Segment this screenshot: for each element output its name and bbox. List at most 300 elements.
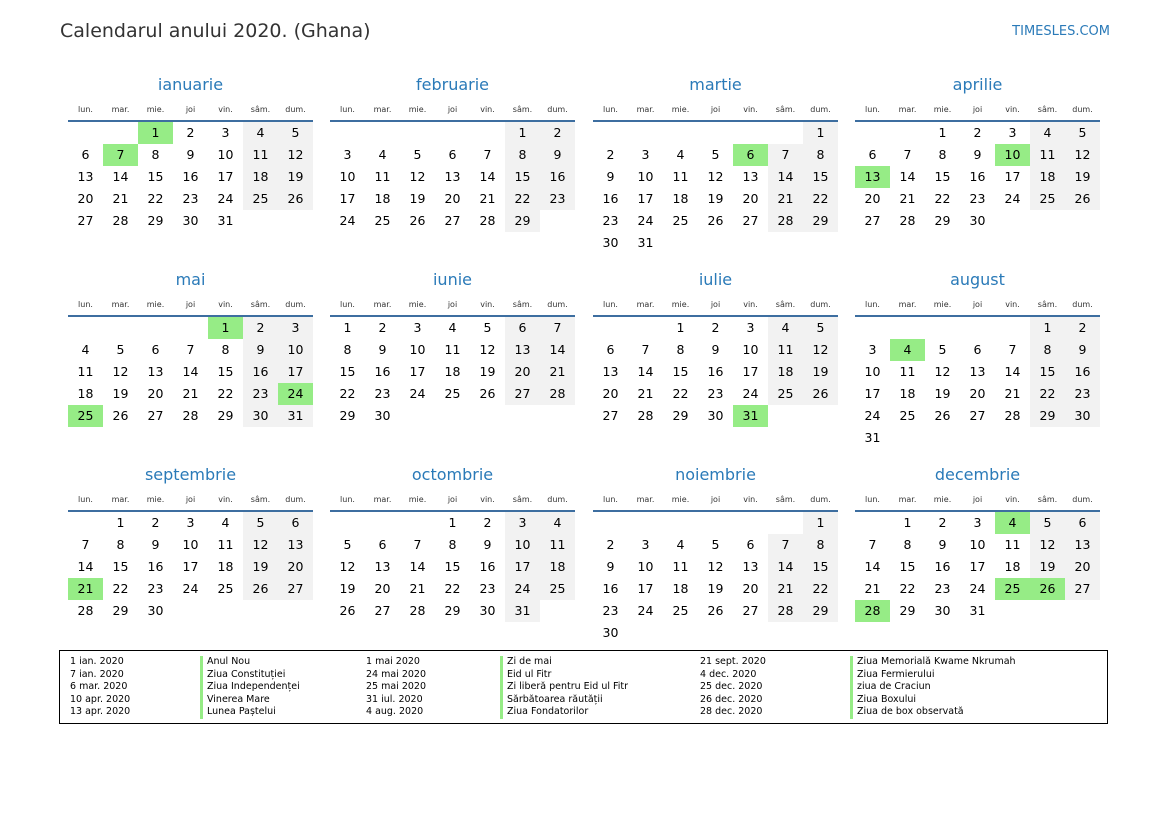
- day-cell: 7: [903, 147, 912, 162]
- day-cell: 21: [768, 578, 803, 600]
- weekday-label: joi: [447, 300, 458, 309]
- day-cell: 24: [969, 581, 986, 596]
- empty-cell: [855, 512, 890, 534]
- day-cell: 13: [77, 169, 94, 184]
- day-cell: 15: [934, 169, 951, 184]
- day-cell: 5: [243, 512, 278, 534]
- day-cell: 10: [409, 342, 426, 357]
- day-cell: 16: [602, 581, 619, 596]
- day-cell: 26: [243, 578, 278, 600]
- legend-holiday-name: Ziua Fermierului: [850, 669, 1016, 682]
- day-cell: 2: [483, 515, 492, 530]
- day-cell: 23: [1065, 383, 1100, 405]
- holiday-day-cell: 1: [138, 122, 173, 144]
- day-cell: 25: [540, 578, 575, 600]
- day-cell: 12: [934, 364, 951, 379]
- day-cell: 8: [803, 144, 838, 166]
- weekday-label: sâm.: [512, 495, 533, 504]
- day-cell: 22: [444, 581, 461, 596]
- weekday-label: mar.: [898, 495, 917, 504]
- day-cell: 7: [540, 317, 575, 339]
- day-cell: 5: [1065, 122, 1100, 144]
- day-cell: 16: [182, 169, 199, 184]
- day-cell: 8: [938, 147, 947, 162]
- day-cell: 2: [186, 125, 195, 140]
- day-cell: 6: [505, 317, 540, 339]
- day-cell: 29: [803, 600, 838, 622]
- day-cell: 4: [540, 512, 575, 534]
- legend-dates-col-2: [366, 656, 426, 719]
- legend-date: 28 dec. 2020: [700, 706, 763, 718]
- day-cell: 13: [602, 364, 619, 379]
- day-cell: 2: [606, 147, 615, 162]
- day-cell: 27: [147, 408, 164, 423]
- day-cell: 19: [278, 166, 313, 188]
- day-cell: 19: [1030, 556, 1065, 578]
- day-cell: 2: [243, 317, 278, 339]
- empty-cell: [103, 317, 138, 339]
- day-cell: 27: [278, 578, 313, 600]
- day-cell: 14: [77, 559, 94, 574]
- day-cell: 10: [969, 537, 986, 552]
- day-cell: 18: [77, 386, 94, 401]
- weekday-label: vin.: [480, 105, 495, 114]
- weekday-label: mie.: [933, 105, 952, 114]
- weekday-label: mar.: [111, 105, 130, 114]
- empty-cell: [995, 317, 1030, 339]
- days-grid: [68, 512, 313, 622]
- day-cell: 30: [182, 213, 199, 228]
- day-cell: 7: [186, 342, 195, 357]
- day-cell: 3: [278, 317, 313, 339]
- day-cell: 7: [81, 537, 90, 552]
- weekday-label: mie.: [671, 300, 690, 309]
- day-cell: 5: [483, 320, 492, 335]
- weekday-label: mie.: [671, 495, 690, 504]
- empty-cell: [435, 122, 470, 144]
- weekday-label: vin.: [743, 105, 758, 114]
- day-cell: 23: [707, 386, 724, 401]
- day-cell: 1: [1030, 317, 1065, 339]
- legend-holiday-name: Ziua Fondatorilor: [500, 706, 628, 719]
- weekday-label: joi: [972, 300, 983, 309]
- day-cell: 14: [864, 559, 881, 574]
- day-cell: 30: [374, 408, 391, 423]
- day-cell: 20: [969, 386, 986, 401]
- weekday-label: sâm.: [775, 300, 796, 309]
- day-cell: 15: [505, 166, 540, 188]
- day-cell: 16: [707, 364, 724, 379]
- day-cell: 5: [711, 537, 720, 552]
- empty-cell: [68, 512, 103, 534]
- day-cell: 9: [540, 144, 575, 166]
- day-cell: 29: [112, 603, 129, 618]
- day-cell: 20: [1065, 556, 1100, 578]
- day-cell: 11: [899, 364, 916, 379]
- legend-names-col-3: [850, 656, 1016, 719]
- day-cell: 17: [217, 169, 234, 184]
- day-cell: 28: [768, 210, 803, 232]
- day-cell: 16: [147, 559, 164, 574]
- day-cell: 19: [1065, 166, 1100, 188]
- month-iunie: [330, 265, 575, 427]
- brand-link[interactable]: TIMESLES.COM: [1012, 24, 1110, 39]
- legend-holiday-name: Ziua de box observată: [850, 706, 1016, 719]
- day-cell: 15: [803, 556, 838, 578]
- day-cell: 13: [742, 169, 759, 184]
- weekday-header: [593, 100, 838, 122]
- legend-date: 7 ian. 2020: [70, 668, 124, 680]
- month-name: martie: [689, 75, 742, 94]
- holiday-day-cell: 28: [855, 600, 890, 622]
- day-cell: 27: [742, 213, 759, 228]
- day-cell: 3: [746, 320, 755, 335]
- day-cell: 9: [973, 147, 982, 162]
- weekday-label: mar.: [636, 300, 655, 309]
- day-cell: 12: [1065, 144, 1100, 166]
- day-cell: 18: [672, 581, 689, 596]
- weekday-label: dum.: [547, 495, 568, 504]
- day-cell: 6: [151, 342, 160, 357]
- day-cell: 9: [483, 537, 492, 552]
- day-cell: 9: [711, 342, 720, 357]
- day-cell: 9: [938, 537, 947, 552]
- day-cell: 12: [409, 169, 426, 184]
- weekday-label: lun.: [603, 105, 618, 114]
- day-cell: 20: [444, 191, 461, 206]
- weekday-label: joi: [710, 105, 721, 114]
- month-name: august: [950, 270, 1005, 289]
- day-cell: 8: [505, 144, 540, 166]
- day-cell: 21: [540, 361, 575, 383]
- legend-date: 13 apr. 2020: [70, 706, 131, 718]
- day-cell: 27: [77, 213, 94, 228]
- weekday-label: lun.: [340, 495, 355, 504]
- weekday-label: lun.: [78, 495, 93, 504]
- day-cell: 17: [505, 556, 540, 578]
- weekday-label: vin.: [1005, 105, 1020, 114]
- month-name: decembrie: [934, 465, 1021, 484]
- day-cell: 1: [938, 125, 947, 140]
- day-cell: 7: [868, 537, 877, 552]
- day-cell: 19: [112, 386, 129, 401]
- day-cell: 30: [147, 603, 164, 618]
- weekday-label: lun.: [340, 300, 355, 309]
- weekday-label: lun.: [78, 300, 93, 309]
- weekday-label: mie.: [671, 105, 690, 114]
- legend-holiday-name: Anul Nou: [200, 656, 300, 669]
- day-cell: 5: [1030, 512, 1065, 534]
- day-cell: 1: [448, 515, 457, 530]
- day-cell: 16: [243, 361, 278, 383]
- weekday-label: joi: [710, 495, 721, 504]
- legend-holiday-name: Ziua Constituției: [200, 669, 300, 682]
- month-octombrie: [330, 460, 575, 622]
- weekday-label: mar.: [898, 300, 917, 309]
- weekday-label: sâm.: [1037, 300, 1058, 309]
- day-cell: 29: [1030, 405, 1065, 427]
- day-cell: 18: [899, 386, 916, 401]
- day-cell: 12: [707, 169, 724, 184]
- holiday-day-cell: 6: [733, 144, 768, 166]
- day-cell: 25: [374, 213, 391, 228]
- day-cell: 24: [409, 386, 426, 401]
- day-cell: 30: [602, 235, 619, 250]
- day-cell: 10: [217, 147, 234, 162]
- day-cell: 22: [112, 581, 129, 596]
- day-cell: 3: [1008, 125, 1017, 140]
- day-cell: 29: [339, 408, 356, 423]
- month-name: octombrie: [411, 465, 494, 484]
- day-cell: 26: [479, 386, 496, 401]
- month-name: noiembrie: [675, 465, 756, 484]
- weekday-label: dum.: [810, 495, 831, 504]
- day-cell: 21: [409, 581, 426, 596]
- weekday-label: sâm.: [775, 495, 796, 504]
- day-cell: 18: [243, 166, 278, 188]
- day-cell: 26: [803, 383, 838, 405]
- day-cell: 18: [540, 556, 575, 578]
- weekday-label: dum.: [285, 105, 306, 114]
- empty-cell: [365, 512, 400, 534]
- day-cell: 17: [637, 191, 654, 206]
- day-cell: 30: [1065, 405, 1100, 427]
- day-cell: 22: [803, 188, 838, 210]
- month-name: ianuarie: [157, 75, 224, 94]
- day-cell: 7: [413, 537, 422, 552]
- weekday-label: lun.: [603, 300, 618, 309]
- days-grid: [330, 512, 575, 622]
- empty-cell: [628, 317, 663, 339]
- day-cell: 4: [676, 147, 685, 162]
- day-cell: 28: [409, 603, 426, 618]
- day-cell: 29: [217, 408, 234, 423]
- day-cell: 31: [969, 603, 986, 618]
- empty-cell: [470, 122, 505, 144]
- day-cell: 4: [676, 537, 685, 552]
- day-cell: 19: [339, 581, 356, 596]
- weekday-label: mar.: [111, 495, 130, 504]
- day-cell: 12: [112, 364, 129, 379]
- day-cell: 8: [343, 342, 352, 357]
- empty-cell: [593, 122, 628, 144]
- day-cell: 14: [409, 559, 426, 574]
- day-cell: 16: [540, 166, 575, 188]
- legend-date: 1 ian. 2020: [70, 656, 124, 667]
- weekday-label: mie.: [146, 495, 165, 504]
- weekday-label: sâm.: [775, 105, 796, 114]
- weekday-label: vin.: [480, 495, 495, 504]
- days-grid: [68, 122, 313, 232]
- weekday-label: mar.: [373, 300, 392, 309]
- day-cell: 4: [768, 317, 803, 339]
- day-cell: 28: [768, 600, 803, 622]
- day-cell: 22: [672, 386, 689, 401]
- day-cell: 20: [864, 191, 881, 206]
- day-cell: 12: [707, 559, 724, 574]
- month-name: februarie: [415, 75, 490, 94]
- day-cell: 15: [803, 166, 838, 188]
- empty-cell: [890, 317, 925, 339]
- weekday-label: vin.: [218, 300, 233, 309]
- empty-cell: [330, 122, 365, 144]
- day-cell: 24: [339, 213, 356, 228]
- day-cell: 2: [973, 125, 982, 140]
- day-cell: 12: [479, 342, 496, 357]
- weekday-label: mar.: [636, 105, 655, 114]
- legend-dates-col-3: [700, 656, 766, 719]
- day-cell: 16: [934, 559, 951, 574]
- empty-cell: [68, 122, 103, 144]
- day-cell: 28: [112, 213, 129, 228]
- day-cell: 1: [116, 515, 125, 530]
- day-cell: 18: [768, 361, 803, 383]
- month-iulie: [593, 265, 838, 427]
- day-cell: 8: [803, 534, 838, 556]
- day-cell: 8: [448, 537, 457, 552]
- weekday-header: [855, 100, 1100, 122]
- empty-cell: [103, 122, 138, 144]
- day-cell: 23: [934, 581, 951, 596]
- day-cell: 17: [182, 559, 199, 574]
- empty-cell: [628, 512, 663, 534]
- day-cell: 10: [505, 534, 540, 556]
- day-cell: 20: [374, 581, 391, 596]
- day-cell: 12: [243, 534, 278, 556]
- weekday-label: mar.: [373, 105, 392, 114]
- day-cell: 6: [606, 342, 615, 357]
- weekday-label: joi: [710, 300, 721, 309]
- day-cell: 11: [672, 169, 689, 184]
- day-cell: 15: [339, 364, 356, 379]
- month-name: septembrie: [144, 465, 237, 484]
- day-cell: 24: [505, 578, 540, 600]
- day-cell: 10: [182, 537, 199, 552]
- day-cell: 13: [742, 559, 759, 574]
- day-cell: 21: [864, 581, 881, 596]
- day-cell: 7: [641, 342, 650, 357]
- day-cell: 3: [186, 515, 195, 530]
- weekday-label: sâm.: [512, 300, 533, 309]
- empty-cell: [663, 512, 698, 534]
- weekday-label: mie.: [408, 105, 427, 114]
- day-cell: 10: [637, 559, 654, 574]
- day-cell: 12: [803, 339, 838, 361]
- day-cell: 14: [540, 339, 575, 361]
- day-cell: 10: [864, 364, 881, 379]
- legend-date: 4 aug. 2020: [366, 706, 424, 718]
- month-februarie: [330, 70, 575, 232]
- day-cell: 25: [768, 383, 803, 405]
- day-cell: 24: [864, 408, 881, 423]
- day-cell: 17: [278, 361, 313, 383]
- empty-cell: [733, 512, 768, 534]
- day-cell: 21: [768, 188, 803, 210]
- day-cell: 4: [448, 320, 457, 335]
- day-cell: 14: [182, 364, 199, 379]
- holiday-day-cell: 7: [103, 144, 138, 166]
- weekday-label: joi: [447, 495, 458, 504]
- day-cell: 20: [77, 191, 94, 206]
- day-cell: 26: [409, 213, 426, 228]
- weekday-label: lun.: [865, 105, 880, 114]
- day-cell: 11: [1004, 537, 1021, 552]
- day-cell: 13: [278, 534, 313, 556]
- day-cell: 2: [540, 122, 575, 144]
- month-martie: [593, 70, 838, 254]
- day-cell: 1: [505, 122, 540, 144]
- day-cell: 5: [938, 342, 947, 357]
- day-cell: 15: [899, 559, 916, 574]
- days-grid: [68, 317, 313, 427]
- weekday-header: [330, 295, 575, 317]
- day-cell: 17: [637, 581, 654, 596]
- weekday-label: joi: [185, 300, 196, 309]
- day-cell: 17: [969, 559, 986, 574]
- day-cell: 27: [864, 213, 881, 228]
- month-name: iunie: [432, 270, 472, 289]
- day-cell: 24: [637, 603, 654, 618]
- holiday-day-cell: 26: [1030, 578, 1065, 600]
- weekday-label: sâm.: [512, 105, 533, 114]
- legend-dates-col-1: [70, 656, 130, 719]
- day-cell: 3: [641, 537, 650, 552]
- legend-date: 26 dec. 2020: [700, 693, 763, 705]
- empty-cell: [855, 122, 890, 144]
- day-cell: 5: [413, 147, 422, 162]
- empty-cell: [593, 317, 628, 339]
- weekday-label: lun.: [865, 300, 880, 309]
- days-grid: [855, 317, 1100, 449]
- days-grid: [330, 317, 575, 427]
- day-cell: 12: [1030, 534, 1065, 556]
- day-cell: 31: [864, 430, 881, 445]
- weekday-label: vin.: [743, 300, 758, 309]
- day-cell: 3: [973, 515, 982, 530]
- day-cell: 2: [938, 515, 947, 530]
- legend-holiday-name: ziua de Craciun: [850, 681, 1016, 694]
- month-mai: [68, 265, 313, 427]
- day-cell: 23: [374, 386, 391, 401]
- day-cell: 27: [505, 383, 540, 405]
- weekday-header: [68, 100, 313, 122]
- weekday-label: mie.: [146, 105, 165, 114]
- day-cell: 28: [637, 408, 654, 423]
- day-cell: 26: [339, 603, 356, 618]
- day-cell: 26: [934, 408, 951, 423]
- legend-date: 21 sept. 2020: [700, 656, 766, 667]
- day-cell: 1: [803, 512, 838, 534]
- day-cell: 30: [707, 408, 724, 423]
- day-cell: 18: [672, 191, 689, 206]
- day-cell: 11: [1030, 144, 1065, 166]
- day-cell: 13: [969, 364, 986, 379]
- day-cell: 20: [742, 191, 759, 206]
- day-cell: 20: [278, 556, 313, 578]
- day-cell: 17: [409, 364, 426, 379]
- day-cell: 13: [147, 364, 164, 379]
- weekday-label: mar.: [898, 105, 917, 114]
- day-cell: 19: [409, 191, 426, 206]
- empty-cell: [698, 512, 733, 534]
- day-cell: 8: [903, 537, 912, 552]
- day-cell: 12: [278, 144, 313, 166]
- legend-holiday-name: Sărbătoarea răutății: [500, 694, 628, 707]
- day-cell: 23: [540, 188, 575, 210]
- days-grid: [330, 122, 575, 232]
- day-cell: 20: [602, 386, 619, 401]
- empty-cell: [138, 317, 173, 339]
